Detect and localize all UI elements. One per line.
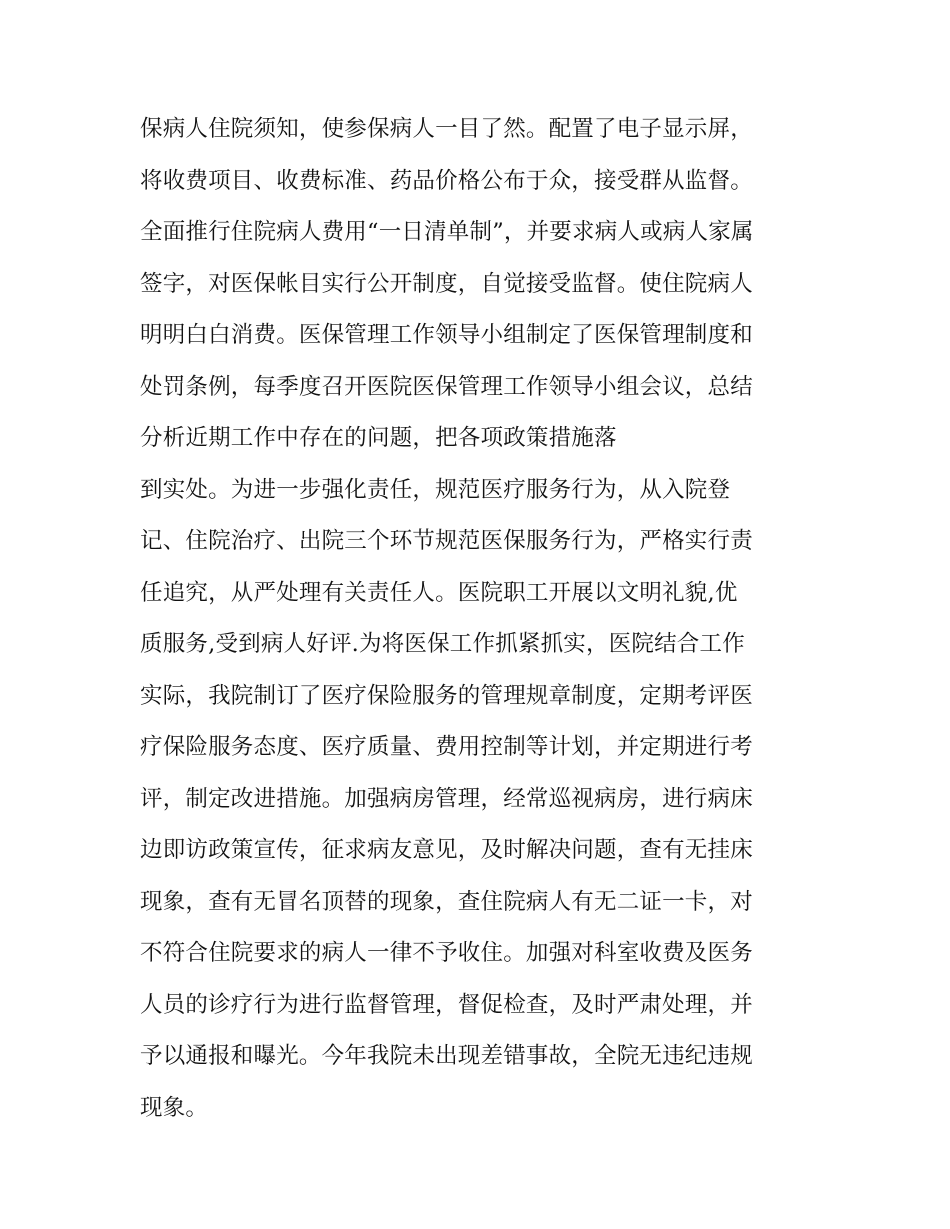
- text-line-3: 全面推行住院病人费用“一日清单制”，并要求病人或病人家属: [140, 219, 754, 245]
- text-line-20: 现象。: [140, 1094, 209, 1121]
- text-line-11: 质服务,受到病人好评.为将医保工作抓紧抓实，医院结合工作: [140, 631, 745, 657]
- text-line-13: 疗保险服务态度、医疗质量、费用控制等计划，并定期进行考: [140, 734, 753, 760]
- text-line-6: 处罚条例，每季度召开医院医保管理工作领导小组会议，总结: [140, 373, 753, 400]
- text-line-19: 予以通报和曝光。今年我院未出现差错事故，全院无违纪违规: [140, 1043, 753, 1069]
- text-line-4: 签字，对医保帐目实行公开制度，自觉接受监督。使住院病人: [140, 270, 753, 297]
- text-line-7: 分析近期工作中存在的问题，把各项政策措施落: [140, 425, 617, 451]
- text-line-5: 明明白白消费。医保管理工作领导小组制定了医保管理制度和: [140, 322, 753, 348]
- text-line-16: 现象，查有无冒名顶替的现象，查住院病人有无二证一卡，对: [140, 888, 753, 915]
- text-line-15: 边即访政策宣传，征求病友意见，及时解决问题，查有无挂床: [140, 837, 753, 863]
- text-line-9: 记、住院治疗、出院三个环节规范医保服务行为，严格实行责: [140, 528, 753, 554]
- text-line-8: 到实处。为进一步强化责任，规范医疗服务行为，从入院登: [140, 476, 731, 503]
- text-line-14: 评，制定改进措施。加强病房管理，经常巡视病房，进行病床: [140, 785, 753, 812]
- body-text: [140, 104, 820, 1134]
- text-line-10: 任追究，从严处理有关责任人。医院职工开展以文明礼貌,优: [140, 579, 738, 606]
- text-line-17: 不符合住院要求的病人一律不予收住。加强对科室收费及医务: [140, 940, 753, 966]
- text-line-18: 人员的诊疗行为进行监督管理，督促检查，及时严肃处理，并: [140, 991, 753, 1018]
- text-line-2: 将收费项目、收费标准、药品价格公布于众，接受群从监督。: [140, 167, 753, 194]
- text-line-1: 保病人住院须知，使参保病人一目了然。配置了电子显示屏，: [140, 116, 753, 142]
- text-line-12: 实际，我院制订了医疗保险服务的管理规章制度，定期考评医: [140, 682, 753, 709]
